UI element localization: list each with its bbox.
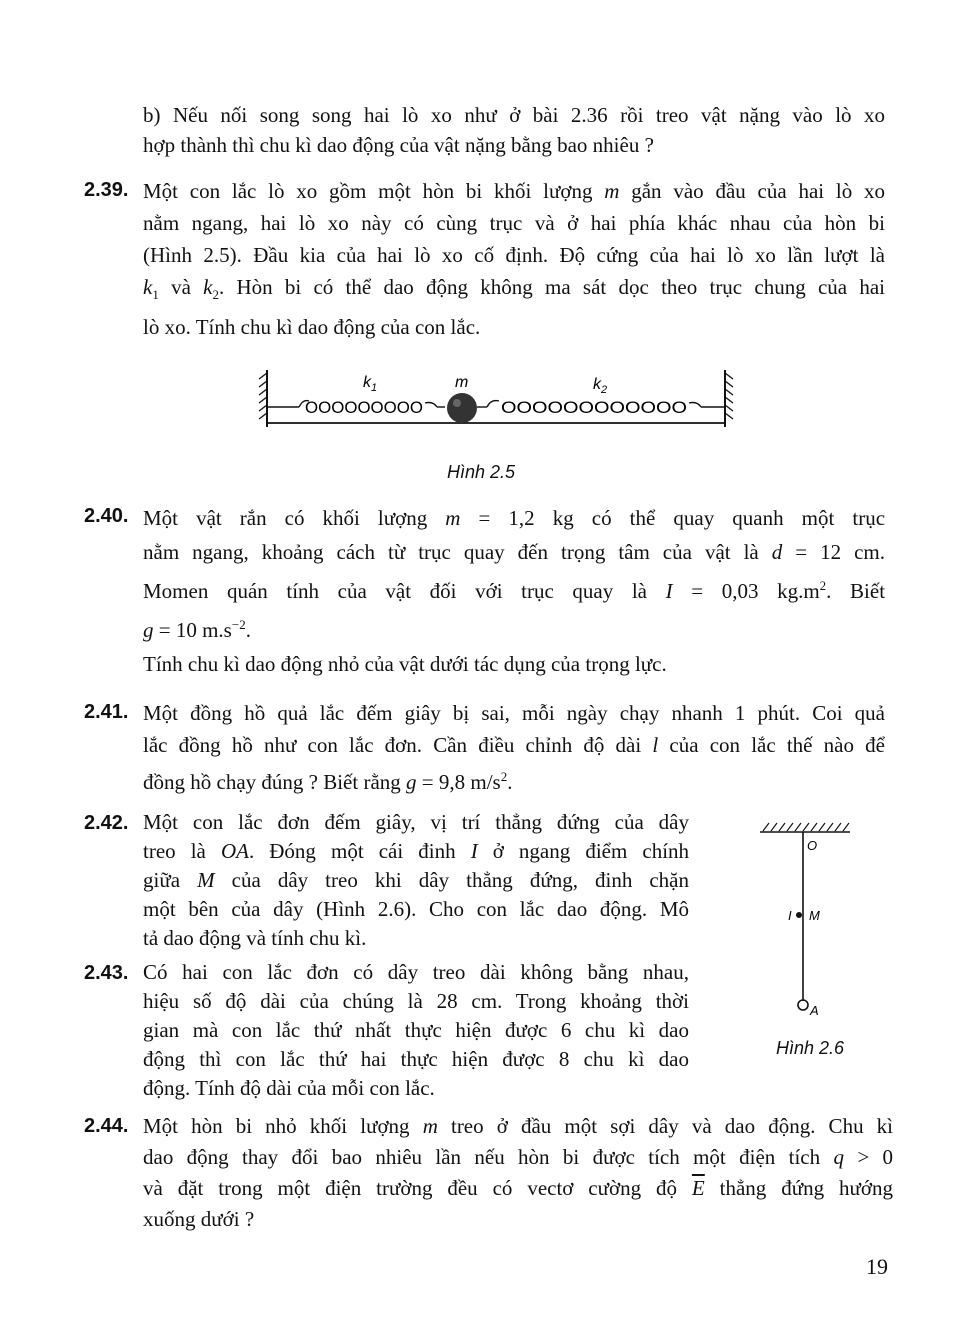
problem-2-43-text — [143, 958, 689, 1103]
mass-ball — [447, 393, 477, 423]
problem-2-44-text: Một hòn bi nhỏ khối lượng m treo ở đầu một sợi dây và dao động. Chu kì dao động thay đổi bao nhiêu lần nếu hòn bi được tích một điện tích q > 0 và đặt trong một điện trường đều có vectơ cường độ $\overline{E}$ thẳng đứng hướng xuống dưới ? — [143, 1111, 893, 1235]
svg-text:M: M — [809, 908, 820, 923]
text-line: Một đồng hồ quả lắc đếm giây bị sai, mỗi ngày chạy nhanh 1 phút. Coi quả — [143, 701, 885, 725]
text-line: động thì con lắc thứ hai thực hiện được 8 chu kì dao — [143, 1047, 689, 1071]
text-line: động. Tính độ dài của mỗi con lắc. — [143, 1076, 435, 1100]
text-line: (Hình 2.5). Đầu kia của hai lò xo cố định. Độ cứng của hai lò xo lần lượt là — [143, 243, 885, 267]
figure-2-5 — [255, 365, 745, 435]
problem-number-2-39: 2.39. — [84, 179, 129, 201]
text-line: tả dao động và tính chu kì. — [143, 926, 367, 950]
svg-text:I: I — [788, 908, 792, 923]
text-line: b) Nếu nối song song hai lò xo như ở bài 2.36 rồi treo vật nặng vào lò xo — [143, 103, 885, 127]
problem-number-2-44: 2.44. — [84, 1115, 129, 1137]
svg-text:m: m — [455, 374, 469, 391]
part-b-text — [143, 100, 885, 160]
problem-number-2-41: 2.41. — [84, 701, 129, 723]
figure-2-5-caption: Hình 2.5 — [447, 462, 516, 482]
text-line: xuống dưới ? — [143, 1207, 255, 1231]
bob-A — [798, 1000, 808, 1010]
text-line: hợp thành thì chu kì dao động của vật nặng bằng bao nhiêu ? — [143, 133, 654, 157]
svg-text:k1: $k_1$ — [363, 374, 378, 394]
problem-number-2-42: 2.42. — [84, 812, 129, 834]
problem-number-2-40: 2.40. — [84, 505, 129, 527]
problem-2-41-text: Một đồng hồ quả lắc đếm giây bị sai, mỗi ngày chạy nhanh 1 phút. Coi quả lắc đồng hồ như con lắc đơn. Cần điều chỉnh độ dài l của con lắc thế nào để đồng hồ chạy đúng ? Biết rằng g = 9,8 $m/s^2$. — [143, 697, 885, 798]
vector-E: $\overline{E}$ — [691, 1176, 705, 1200]
page-number: 19 — [866, 1254, 888, 1279]
problem-2-42-text: Một con lắc đơn đếm giây, vị trí thẳng đứng của dây treo là OA. Đóng một cái đinh I ở ngang điểm chính giữa M của dây treo khi dây thẳng đứng, đinh chặn một bên của dây (Hình 2.6). Cho con lắc dao động. Mô tả dao động và tính chu kì. — [143, 808, 689, 953]
text-line: Có hai con lắc đơn có dây treo dài không bằng nhau, — [143, 960, 689, 984]
svg-text:k2: $k_2$ — [593, 376, 608, 396]
problem-2-39-text: Một con lắc lò xo gồm một hòn bi khối lượng m gắn vào đầu của hai lò xo nằm ngang, hai lò xo này có cùng trục và ở hai phía khác nhau của hòn bi (Hình 2.5). Đầu kia của hai lò xo cố định. Độ cứng của hai lò xo lần lượt là $k_1$ và $k_2$. Hòn bi có thể dao động không ma sát dọc theo trục chung của hai lò xo. Tính chu kì dao động của con lắc. — [143, 175, 885, 343]
figure-2-6 — [755, 815, 865, 1025]
text-line: Tính chu kì dao động nhỏ của vật dưới tác dụng của trọng lực. — [143, 652, 667, 676]
nail-I — [796, 912, 802, 918]
figure-2-6-caption: Hình 2.6 — [776, 1038, 845, 1058]
svg-text:A: A — [810, 1003, 819, 1018]
problem-2-40-text: Một vật rắn có khối lượng m = 1,2 kg có thể quay quanh một trục nằm ngang, khoảng cách từ trục quay đến trọng tâm của vật là d = 12 cm. Momen quán tính của vật đối với trục quay là I = 0,03 $kg.m^2$. Biết g = 10 $m.s^{-2}$. Tính chu kì dao động nhỏ của vật dưới tác dụng của trọng lực. — [143, 501, 885, 681]
text-line: Một con lắc đơn đếm giây, vị trí thẳng đứng của dây — [143, 810, 689, 834]
text-line: gian mà con lắc thứ nhất thực hiện được 6 chu kì dao — [143, 1018, 689, 1042]
text-line: lò xo. Tính chu kì dao động của con lắc. — [143, 315, 481, 340]
spring-k2: OOOOOOOOOOOO — [501, 398, 687, 417]
problem-number-2-43: 2.43. — [84, 962, 129, 984]
text-line: nằm ngang, hai lò xo này có cùng trục và ở hai phía khác nhau của hòn bi — [143, 211, 885, 235]
text-line: một bên của dây (Hình 2.6). Cho con lắc dao động. Mô — [143, 897, 689, 921]
spring-k1: OOOOOOOOO — [305, 398, 423, 417]
svg-text:O: O — [807, 838, 818, 853]
text-line: hiệu số độ dài của chúng là 28 cm. Trong khoảng thời — [143, 989, 689, 1013]
